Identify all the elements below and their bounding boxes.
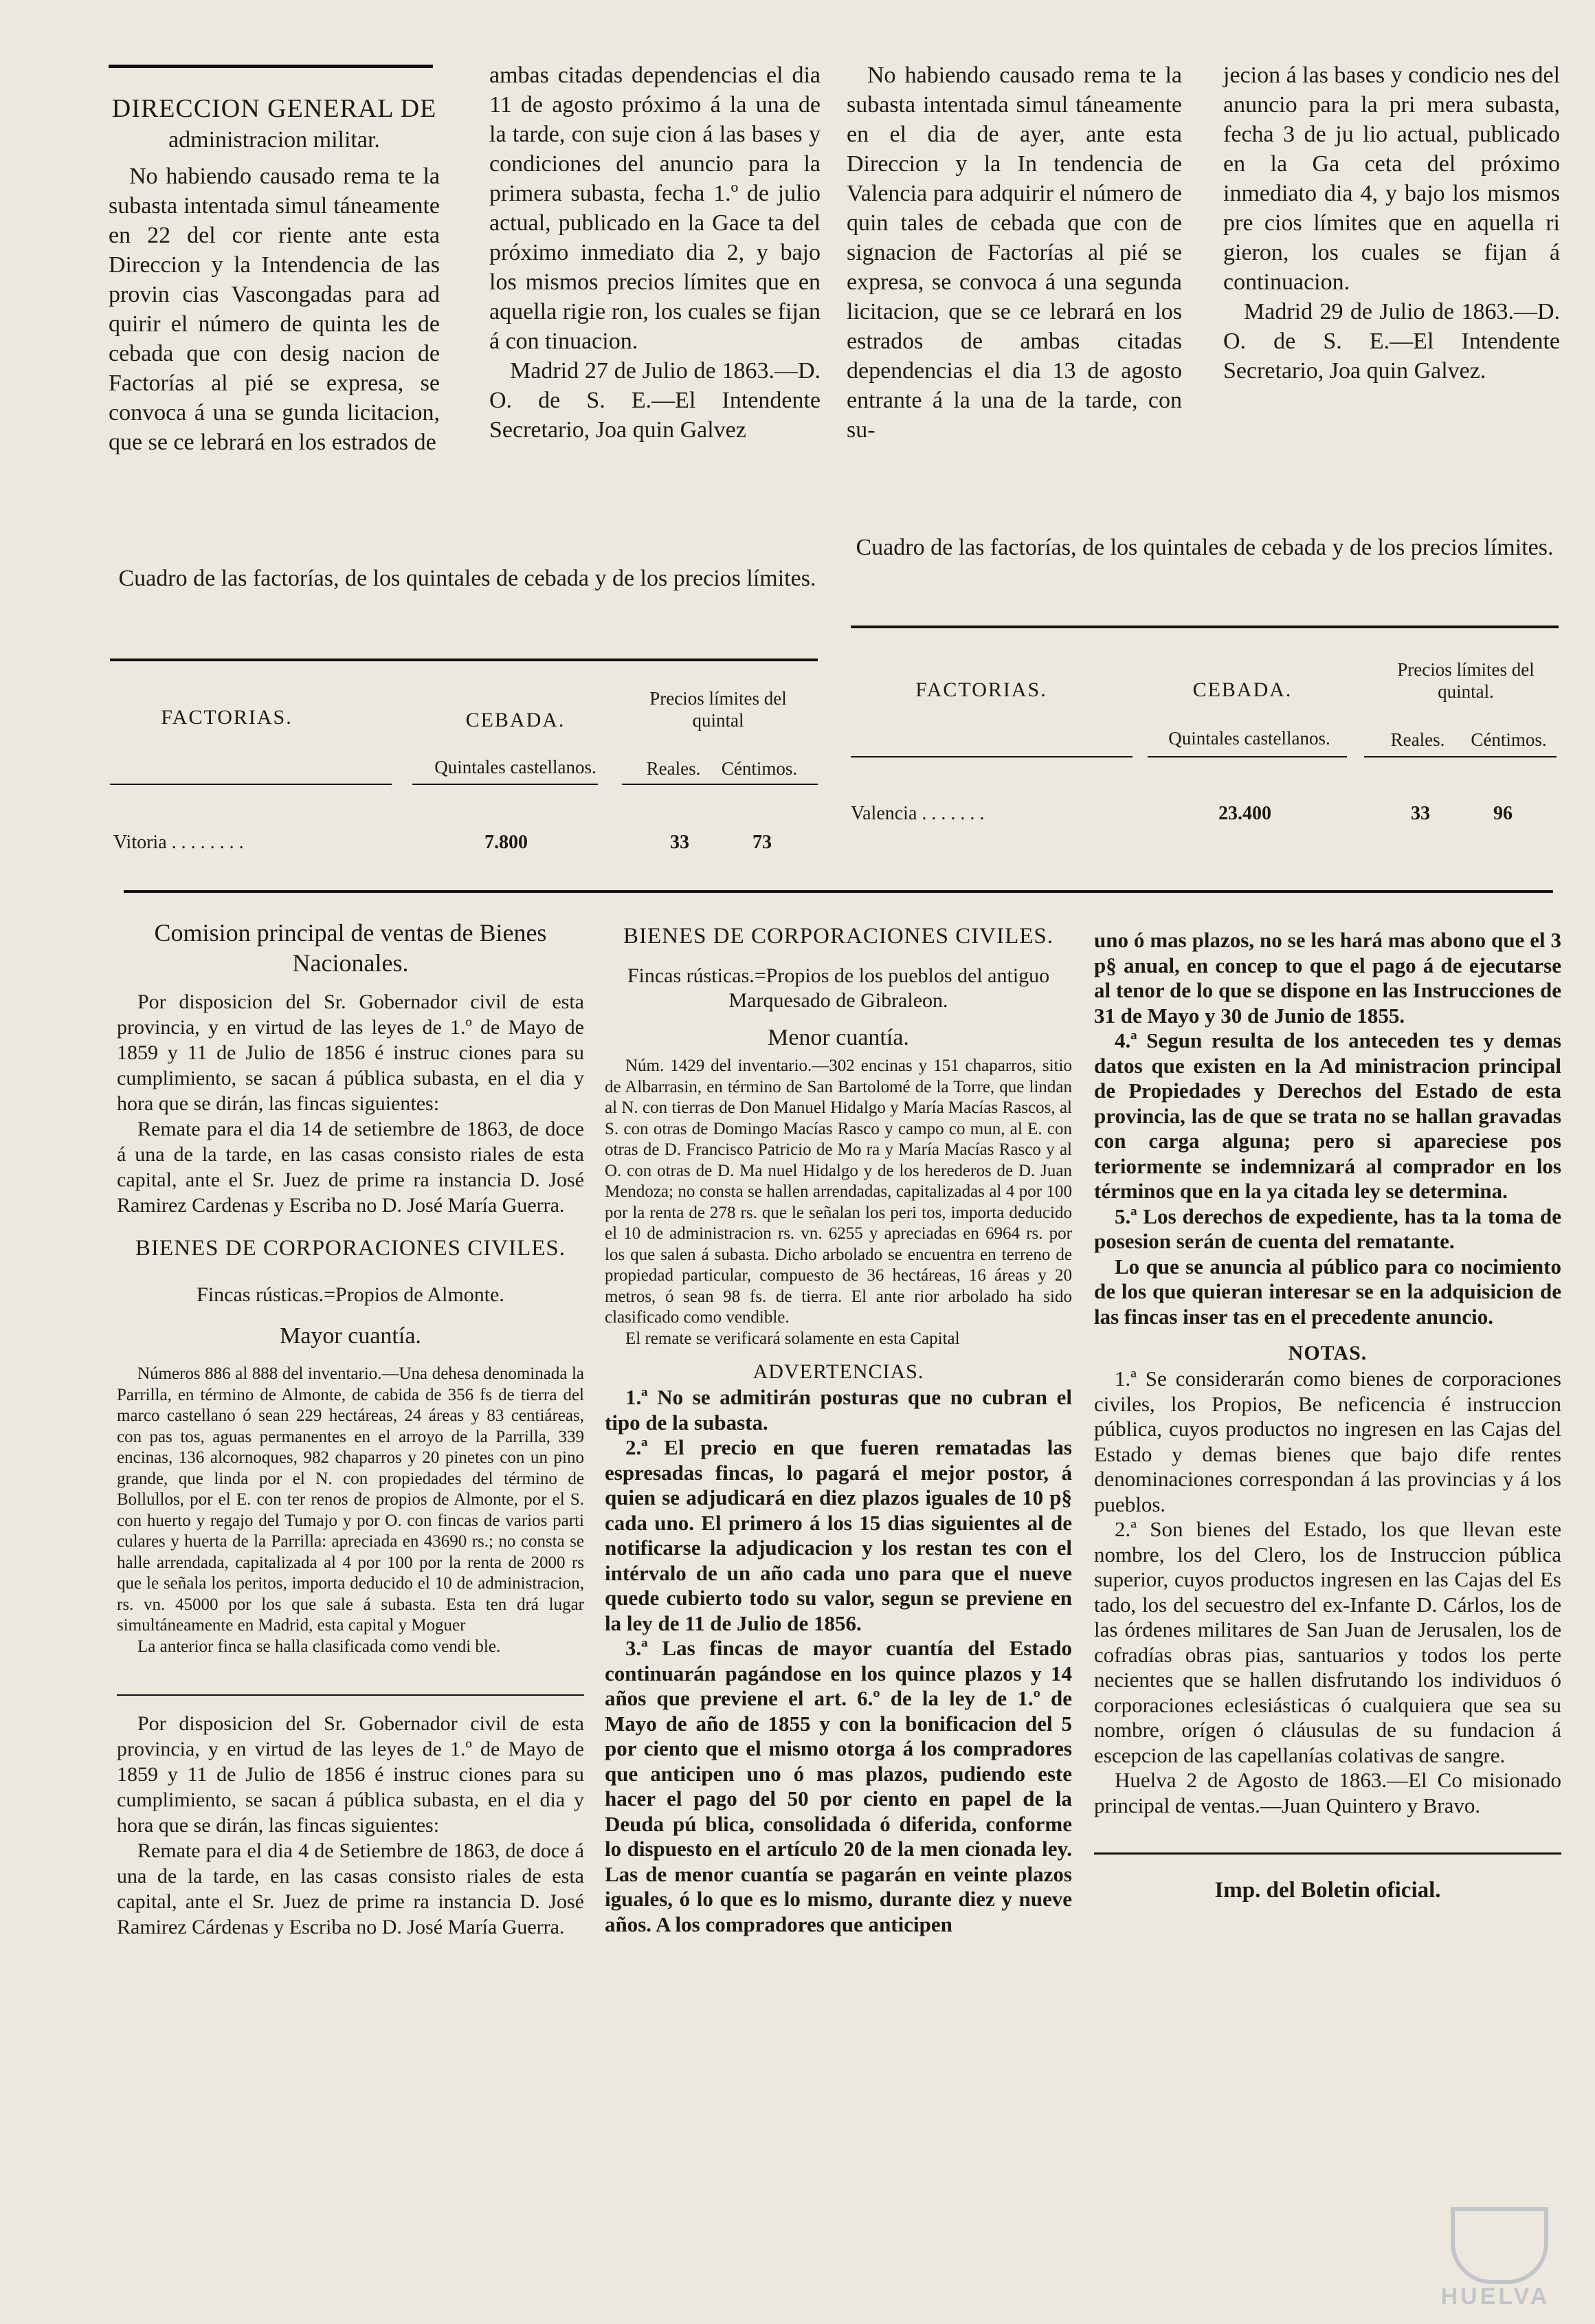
section-separator bbox=[124, 890, 1553, 893]
table-right-header-rule-1 bbox=[851, 756, 1133, 757]
header-reales: Reales. bbox=[1390, 729, 1445, 750]
notice-title: DIRECCION GENERAL DE bbox=[111, 94, 437, 123]
table-caption-right: Cuadro de las factorías, de los quintales de cebada y de los precios límites. bbox=[856, 535, 1554, 560]
anuncio-text: Lo que se anuncia al público para co nocimiento de los que quieran interesar se en la adquisicion de las fincas inser tas en el precedente anuncio. bbox=[1094, 1254, 1561, 1329]
advertencia-4: 4.ª Segun resulta de los anteceden tes y demas datos que existen en la Ad ministracion principal de Propiedades y Derechos del Estado de esta provincia, las de que se trata no se hallan gravadas con carga alguna; pero si apareciese pos teriormente se indemnizará al comprador en los términos que en la ya citada ley se determina. bbox=[1094, 1028, 1561, 1203]
ventas-remate-2: Remate para el dia 4 de Setiembre de 1863, de doce á una de la tarde, en las casas consisto riales de esta capital, ante el Sr. Juez de prime ra instancia D. José Ramirez Cárdenas y Escriba no D. José María Guerra. bbox=[117, 1839, 584, 1938]
notice-signature: Madrid 27 de Julio de 1863.—D. O. de S. E.—El Intendente Secretario, Joa quin Galvez bbox=[489, 358, 821, 443]
stamp-text: HUELVA bbox=[1440, 2283, 1550, 2310]
top-rule bbox=[109, 65, 433, 68]
archive-stamp bbox=[1423, 2207, 1568, 2310]
row-reales: 33 bbox=[670, 832, 689, 853]
notice-body: No habiendo causado rema te la subasta intentada simul táneamente en el dia de ayer, ante esta Direccion y la In tendencia de Valencia para adquirir el número de quin tales de cebada que con de signacion de Factorías al pié se expresa, se convoca á una segunda licitacion, que se ce lebrará en los estrados de ambas citadas dependencias el dia 13 de agosto entrante á la una de la tarde, con su- bbox=[847, 63, 1182, 443]
notice-body: No habiendo causado rema te la subasta intentada simul táneamente en 22 del cor riente ante esta Direccion y la Intendencia de las provin cias Vascongadas para ad quirir el número de quinta les de cebada que con desig nacion de Factorías al pié se expresa, se convoca á una se gunda licitacion, que se ce lebrará en los estrados de bbox=[109, 164, 440, 455]
notice-column-2 bbox=[489, 60, 821, 445]
inventario-item: Núm. 1429 del inventario.—302 encinas y 151 chaparros, sitio de Albarrasin, en término de San Bartolomé de la Torre, que lindan al N. con tierras de Don Manuel Hidalgo y María Macías Rascos, al S. con otras de Domingo Macías Rasco y campo co mun, al E. con otras de D. Francisco Patricio de Mo ra y María Macías Rasco y al O. con otras de D. Ma nuel Hidalgo y de los herederos de D. Juan Mendoza; no consta se hallen arrendadas, capitalizadas al 4 por 100 por la renta de 278 rs. que le señalan los peri tos, importa deducido el 10 de administracion rs. vn. 6255 y apreciadas en 6964 rs. por los que salen á subasta. Dicho arbolado se encuentra en terreno de propiedad particular, compuesto de 36 hectáreas, 16 áreas y 20 metros, ó sean 98 fs. de tierra. El ante rior arbolado ha sido clasificado como vendible. bbox=[605, 1056, 1072, 1327]
ventas-intro: Por disposicion del Sr. Gobernador civil de esta provincia, y en virtud de las leyes de 1.º de Mayo de 1859 y 11 de Julio de 1856 é instruc ciones para su cumplimiento, se sacan á pública subasta, en el dia y hora que se dirán, las fincas siguientes: bbox=[117, 991, 584, 1115]
table-right-header-rule-3 bbox=[1364, 756, 1557, 757]
advertencia-2: 2.ª El precio en que fueren rematadas las espresadas fincas, lo pagará el mejor postor, á quien se adjudicará en diez plazos iguales de 10 p§ cada uno. El primero á los 15 dias siguientes al de notificarse la adjudicacion y los restan tes con el intérvalo de un año cada uno para que el nueve quede cubierto todo su valor, segun se previene en la ley de 11 de Julio de 1856. bbox=[605, 1435, 1072, 1635]
header-quintales: Quintales castellanos. bbox=[434, 757, 596, 777]
nota-2: 2.ª Son bienes del Estado, los que llevan este nombre, los del Clero, los de Instruccion pública superior, cuyos productos ingresen en las Cajas del Es tado, los del secuestro del ex-Infante D. Cárlos, los de las órdenes militares de San Juan de Jerusalen, los de cofradías obras pias, santuarios y todos los perte necientes que se hallen disfrutando los individuos ó corporaciones eclesiásticas ó cualquiera que sea su nombre, orígen ó cláusulas de su fundacion á escepcion de las capellanías colativas de sangre. bbox=[1094, 1517, 1561, 1767]
notice-signature: Madrid 29 de Julio de 1863.—D. O. de S. E.—El Intendente Secretario, Joa quin Galvez. bbox=[1223, 299, 1560, 384]
row-factoria: Valencia . . . . . . . bbox=[851, 803, 985, 824]
ventas-title: Comision principal de ventas de Bienes Nacionales. bbox=[154, 919, 547, 977]
header-precios: Precios límites del quintal. bbox=[1397, 659, 1535, 702]
fincas-heading: Fincas rústicas.=Propios de Almonte. bbox=[197, 1283, 504, 1306]
notice-body-cont: jecion á las bases y condicio nes del anuncio para la pri mera subasta, fecha 3 de ju lio actual, publicado en la Ga ceta del próximo inmediato dia 4, y bajo los mismos pre cios límites que en aquella ri gieron, los cuales se fijan á continuacion. bbox=[1223, 63, 1561, 295]
header-cebada: CEBADA. bbox=[465, 709, 566, 731]
notice-column-3 bbox=[847, 60, 1182, 445]
advertencias-heading: ADVERTENCIAS. bbox=[752, 1360, 924, 1383]
header-factorias: FACTORIAS. bbox=[161, 706, 293, 729]
row-centimos: 73 bbox=[752, 832, 772, 853]
ventas-column-3 bbox=[1094, 928, 1561, 1904]
header-reales: Reales. bbox=[646, 758, 701, 779]
table-left-header-rule-1 bbox=[110, 784, 392, 785]
table-left-header-rule-2 bbox=[412, 784, 598, 785]
ventas-column-2 bbox=[605, 921, 1072, 1937]
header-precios: Precios límites del quintal bbox=[649, 688, 787, 731]
header-centimos: Céntimos. bbox=[721, 758, 798, 779]
advertencia-3: 3.ª Las fincas de mayor cuantía del Estado continuarán pagándose en los quince plazos y 14 años que previene el art. 6.º de la ley de 1.º de Mayo de año de 1855 y con la bonificacion del 5 por ciento que el mismo otorga á los compradores que anticipen uno ó mas plazos, pudiendo este hacer el pago del 50 por ciento en papel de la Deuda pú blica, consolidada ó diferida, conforme lo dispuesto en el artículo 20 de la men cionada ley. Las de menor cuantía se pagarán en veinte plazos iguales, ó lo que es lo mismo, durante diez y nueve años. A los compradores que anticipen bbox=[605, 1636, 1072, 1936]
cuantia-heading: Mayor cuantía. bbox=[280, 1323, 421, 1349]
notice-body-cont: ambas citadas dependencias el dia 11 de agosto próximo á la una de la tarde, con suje cion á las bases y condiciones del anuncio para la primera subasta, fecha 1.º de julio actual, publicado en la Gace ta del próximo inmediato dia 2, y bajo los mismos precios límites que en aquella rigie ron, los cuales se fijan á con tinuacion. bbox=[489, 63, 821, 354]
header-quintales: Quintales castellanos. bbox=[1168, 728, 1330, 749]
remate-note: El remate se verificará solamente en esta Capital bbox=[625, 1329, 960, 1348]
table-right bbox=[851, 627, 1559, 833]
notice-column-4 bbox=[1223, 60, 1560, 386]
header-cebada: CEBADA. bbox=[1192, 678, 1293, 701]
notice-column-1 bbox=[109, 93, 440, 457]
imprenta-credit: Imp. del Boletin oficial. bbox=[1214, 1878, 1441, 1903]
header-centimos: Céntimos. bbox=[1471, 729, 1547, 750]
inventario-item: Números 886 al 888 del inventario.—Una dehesa denominada la Parrilla, en término de Almonte, de cabida de 356 fs de tierra del marco castellano ó sean 229 hectáreas, 24 áreas y 83 centiáreas, con pas tos, aguas permanentes en el arroyo de la Parrilla, 339 encinas, 136 alcornoques, 982 chaparros y 20 pinetes con un pino grande, que linda por el N. con propiedades del término de Bollullos, por el E. con ter renos de propios de Almonte, por el S. con huerto y regajo del Tumajo y por O. con fincas de varios parti culares y huerta de la Parrilla: apreciada en 43690 rs.; no consta se halle arrendada, capitalizada al 4 por 100 por la renta de 2000 rs que le señala los peritos, importa deducido el 10 de administracion, rs. vn. 45000 por los que sale á subasta. Esta ten drá lugar simultáneamente en Madrid, esta capital y Moguer bbox=[117, 1364, 584, 1635]
table-right-header-rule-2 bbox=[1148, 756, 1347, 757]
nota-1: 1.ª Se considerarán como bienes de corporaciones civiles, los Propios, Be neficencia é instruccion pública, cuyos productos no ingresen en las Cajas del Estado y demas bienes que bajo dife rentes denominaciones correspondan á las provincias y á los pueblos. bbox=[1094, 1366, 1561, 1516]
notice-subtitle: administracion militar. bbox=[168, 127, 380, 153]
row-quintales: 7.800 bbox=[484, 832, 528, 853]
section-heading: BIENES DE CORPORACIONES CIVILES. bbox=[135, 1236, 566, 1261]
notas-heading: NOTAS. bbox=[1288, 1342, 1368, 1364]
row-factoria: Vitoria . . . . . . . . bbox=[113, 832, 244, 853]
table-left bbox=[110, 660, 818, 866]
shield-icon bbox=[1451, 2207, 1548, 2284]
row-centimos: 96 bbox=[1493, 803, 1513, 824]
ventas-signature: Huelva 2 de Agosto de 1863.—El Co misionado principal de ventas.—Juan Quintero y Bravo. bbox=[1094, 1768, 1561, 1817]
table-caption-left: Cuadro de las factorías, de los quintales de cebada y de los precios límites. bbox=[118, 566, 816, 591]
cuantia-heading: Menor cuantía. bbox=[768, 1025, 909, 1050]
ventas-remate: Remate para el dia 14 de setiembre de 1863, de doce á una de la tarde, en las casas consisto riales de esta capital, ante el Sr. Juez de prime ra instancia D. José Ramirez Cardenas y Escriba no D. José María Guerra. bbox=[117, 1118, 584, 1217]
advertencia-1: 1.ª No se admitirán posturas que no cubran el tipo de la subasta. bbox=[605, 1385, 1072, 1435]
ventas-intro-2: Por disposicion del Sr. Gobernador civil de esta provincia, y en virtud de las leyes de 1.º de Mayo de 1859 y 11 de Julio de 1856 é instruc ciones para su cumplimiento, se sacan á pública subasta, en el dia y hora que se dirán, las fincas siguientes: bbox=[117, 1712, 584, 1837]
imprenta-rule bbox=[1094, 1852, 1561, 1855]
inner-rule bbox=[117, 1694, 584, 1696]
advertencia-5: 5.ª Los derechos de expediente, has ta la toma de posesion serán de cuenta del rematante. bbox=[1094, 1204, 1561, 1253]
table-left-header-rule-3 bbox=[622, 784, 818, 785]
inventario-note: La anterior finca se halla clasificada como vendi ble. bbox=[137, 1637, 501, 1656]
ventas-column-1 bbox=[117, 918, 584, 1940]
header-factorias: FACTORIAS. bbox=[915, 678, 1047, 701]
section-heading: BIENES DE CORPORACIONES CIVILES. bbox=[623, 924, 1054, 949]
fincas-heading: Fincas rústicas.=Propios de los pueblos del antiguo Marquesado de Gibraleon. bbox=[627, 964, 1050, 1012]
row-quintales: 23.400 bbox=[1218, 803, 1271, 824]
advertencia-3-cont: uno ó mas plazos, no se les hará mas abono que el 3 p§ anual, en concep to que el pago á de ejecutarse al tenor de lo que se dispone en las Instrucciones de 31 de Mayo y 30 de Junio de 1855. bbox=[1094, 928, 1561, 1028]
row-reales: 33 bbox=[1411, 803, 1430, 824]
